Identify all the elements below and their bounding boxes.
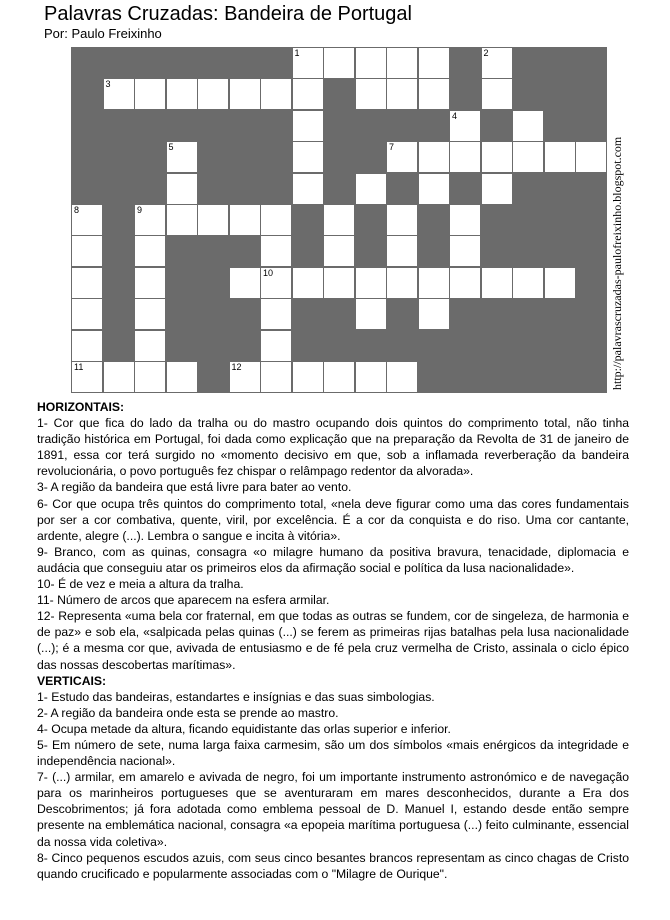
side-url-text: http://palavrascruzadas-paulofreixinho.blogspot.com: [610, 136, 624, 390]
answer-cell[interactable]: [103, 78, 135, 110]
answer-cell[interactable]: [166, 204, 198, 236]
block-cell: [103, 173, 135, 205]
block-cell: [386, 330, 418, 362]
block-cell: [103, 110, 135, 142]
block-cell: [386, 173, 418, 205]
block-cell: [323, 110, 355, 142]
clues-section: [37, 399, 629, 882]
clue-v-4: 4- Ocupa metade da altura, ficando equidistante das orlas superior e inferior.: [37, 721, 451, 736]
block-cell: [449, 298, 481, 330]
block-cell: [229, 235, 261, 267]
answer-cell[interactable]: [418, 141, 450, 173]
answer-cell[interactable]: [512, 267, 544, 299]
block-cell: [292, 235, 324, 267]
block-cell: [323, 141, 355, 173]
clue-number: 9: [137, 205, 143, 215]
block-cell: [355, 235, 387, 267]
block-cell: [103, 298, 135, 330]
block-cell: [575, 235, 607, 267]
answer-cell[interactable]: [418, 267, 450, 299]
answer-cell[interactable]: [103, 361, 135, 393]
block-cell: [449, 47, 481, 79]
clue-h-6: 6- Cor que ocupa três quintos do comprimento total, «nela deve figurar como uma das cores fundamentais por ser a cor combativa, quente, viril, por excelência. É a cor da conquista e do riso. Uma cor cantante, ardente, alegre (...). Lembra o sangue e incita à vitória».: [37, 496, 629, 543]
answer-cell[interactable]: [418, 78, 450, 110]
clue-h-10: 10- É de vez e meia a altura da tralha.: [37, 577, 244, 592]
block-cell: [197, 110, 229, 142]
block-cell: [71, 78, 103, 110]
block-cell: [481, 110, 513, 142]
block-cell: [512, 330, 544, 362]
clue-number: 4: [452, 110, 458, 121]
block-cell: [575, 78, 607, 110]
answer-cell[interactable]: [323, 361, 355, 393]
block-cell: [292, 330, 324, 362]
answer-cell[interactable]: [386, 235, 418, 267]
answer-cell[interactable]: [355, 298, 387, 330]
block-cell: [229, 141, 261, 173]
clue-h-9: 9- Branco, com as quinas, consagra «o milagre humano da positiva bravura, tenacidade, diplomacia e audácia que conseguiu atar os primeiros elos da afirmação social e política da lusa nacionalidade».: [37, 544, 629, 575]
block-cell: [197, 47, 229, 79]
answer-cell[interactable]: [134, 361, 166, 393]
block-cell: [323, 330, 355, 362]
block-cell: [260, 141, 292, 173]
clue-number: 2: [483, 48, 489, 58]
answer-cell[interactable]: [166, 361, 198, 393]
block-cell: [512, 298, 544, 330]
clue-number: 3: [105, 79, 111, 90]
block-cell: [355, 204, 387, 236]
block-cell: [229, 330, 261, 362]
answer-cell[interactable]: [260, 298, 292, 330]
block-cell: [197, 330, 229, 362]
answer-cell[interactable]: [355, 361, 387, 393]
block-cell: [355, 141, 387, 173]
block-cell: [103, 141, 135, 173]
block-cell: [355, 330, 387, 362]
answer-cell[interactable]: [544, 267, 576, 299]
answer-cell[interactable]: [260, 78, 292, 110]
block-cell: [355, 110, 387, 142]
answer-cell[interactable]: [260, 204, 292, 236]
block-cell: [229, 298, 261, 330]
block-cell: [386, 298, 418, 330]
answer-cell[interactable]: [134, 235, 166, 267]
block-cell: [544, 361, 576, 393]
block-cell: [260, 110, 292, 142]
block-cell: [166, 267, 198, 299]
answer-cell[interactable]: [449, 267, 481, 299]
block-cell: [418, 235, 450, 267]
clue-h-3: 3- A região da bandeira que está livre para bater ao vento.: [37, 480, 352, 495]
answer-cell[interactable]: [386, 204, 418, 236]
block-cell: [544, 78, 576, 110]
answer-cell[interactable]: [386, 47, 418, 79]
block-cell: [229, 173, 261, 205]
answer-cell[interactable]: [386, 361, 418, 393]
answer-cell[interactable]: [449, 141, 481, 173]
answer-cell[interactable]: [418, 173, 450, 205]
clue-number: 10: [263, 267, 274, 278]
block-cell: [292, 298, 324, 330]
block-cell: [386, 110, 418, 142]
clue-number: 8: [74, 205, 80, 215]
block-cell: [481, 204, 513, 236]
clue-v-1: 1- Estudo das bandeiras, estandartes e insígnias e das suas simbologias.: [37, 689, 435, 704]
block-cell: [544, 47, 576, 79]
block-cell: [229, 47, 261, 79]
answer-cell[interactable]: [229, 78, 261, 110]
answer-cell[interactable]: [449, 235, 481, 267]
clue-number: 7: [389, 142, 395, 153]
clue-v-2: 2- A região da bandeira onde esta se prende ao mastro.: [37, 705, 339, 720]
block-cell: [103, 235, 135, 267]
crossword-grid[interactable]: [0, 0, 670, 400]
horizontal-heading: HORIZONTAIS:: [37, 400, 125, 414]
answer-cell[interactable]: [292, 47, 324, 79]
answer-cell[interactable]: [418, 47, 450, 79]
block-cell: [323, 173, 355, 205]
answer-cell[interactable]: [449, 110, 481, 142]
clue-v-7: 7- (...) armilar, em amarelo e avivada de negro, foi um importante instrumento astronómico e de navegação para os marinheiros portugueses que se aventuraram em mares desconhecidos, durante a Era dos Descobrimentos; já fora adotada como emblema pessoal de D. Manuel I, estando desde então sempre presente na emblemática nacional, consagra «a epopeia marítima portuguesa (...) feito culminante, essencial da nossa vida coletiva».: [37, 770, 629, 849]
answer-cell[interactable]: [229, 361, 261, 393]
answer-cell[interactable]: [355, 173, 387, 205]
block-cell: [292, 204, 324, 236]
block-cell: [575, 330, 607, 362]
answer-cell[interactable]: [512, 141, 544, 173]
block-cell: [575, 47, 607, 79]
block-cell: [575, 204, 607, 236]
answer-cell[interactable]: [229, 267, 261, 299]
block-cell: [103, 47, 135, 79]
clue-v-5: 5- Em número de sete, numa larga faixa carmesim, são um dos símbolos «mais enérgicos da integridade e independência nacional».: [37, 737, 629, 769]
answer-cell[interactable]: [481, 141, 513, 173]
clue-v-8: 8- Cinco pequenos escudos azuis, com seus cinco besantes brancos representam as cinco chagas de Cristo quando crucificado e popularmente associadas com o "Milagre de Ourique".: [37, 850, 629, 881]
puzzle-title: Palavras Cruzadas: Bandeira de Portugal: [44, 3, 412, 25]
block-cell: [197, 267, 229, 299]
block-cell: [544, 110, 576, 142]
answer-cell[interactable]: [134, 78, 166, 110]
block-cell: [512, 78, 544, 110]
block-cell: [103, 330, 135, 362]
answer-cell[interactable]: [71, 330, 103, 362]
answer-cell[interactable]: [197, 204, 229, 236]
block-cell: [166, 298, 198, 330]
block-cell: [449, 173, 481, 205]
clue-h-11: 11- Número de arcos que aparecem na esfera armilar.: [37, 593, 330, 608]
block-cell: [166, 47, 198, 79]
clue-h-12: 12- Representa «uma bela cor fraternal, em que todas as outras se fundem, cor de singeleza, de harmonia e de paz» e sob ela, «salpicada pelas quinas (...) se ferem as primeiras rijas batalhas pela lusa nacionalidade (...); é a mesma cor que, avivada de entusiasmo e de fé pela cruz vermelha de Cristo, assinala o ciclo épico das nossas descobertas marítimas».: [37, 609, 629, 672]
answer-cell[interactable]: [166, 141, 198, 173]
answer-cell[interactable]: [481, 47, 513, 79]
answer-cell[interactable]: [323, 267, 355, 299]
clue-number: 5: [168, 142, 174, 153]
answer-cell[interactable]: [544, 141, 576, 173]
answer-cell[interactable]: [71, 267, 103, 299]
answer-cell[interactable]: [292, 173, 324, 205]
block-cell: [481, 298, 513, 330]
clue-number: 11: [74, 362, 84, 372]
answer-cell[interactable]: [418, 298, 450, 330]
answer-cell[interactable]: [71, 298, 103, 330]
answer-cell[interactable]: [166, 78, 198, 110]
answer-cell[interactable]: [71, 204, 103, 236]
answer-cell[interactable]: [481, 173, 513, 205]
block-cell: [544, 330, 576, 362]
block-cell: [197, 173, 229, 205]
clue-h-1: 1- Cor que fica do lado da tralha ou do mastro ocupando dois quintos do comprimento total, não tinha tradição histórica em Portugal, foi dada como explicação que na preparação da Revolta de 31 de janeiro de 1891, essa cor terá surgido no «momento decisivo em que, sob a inflamada reverberação da bandeira revolucionária, o povo português fez chispar o relâmpago redentor da alvorada».: [37, 416, 629, 479]
answer-cell[interactable]: [355, 47, 387, 79]
block-cell: [575, 298, 607, 330]
answer-cell[interactable]: [386, 267, 418, 299]
answer-cell[interactable]: [197, 78, 229, 110]
answer-cell[interactable]: [292, 267, 324, 299]
answer-cell[interactable]: [323, 47, 355, 79]
answer-cell[interactable]: [386, 78, 418, 110]
block-cell: [512, 47, 544, 79]
block-cell: [544, 173, 576, 205]
block-cell: [71, 47, 103, 79]
answer-cell[interactable]: [166, 173, 198, 205]
answer-cell[interactable]: [449, 204, 481, 236]
block-cell: [512, 235, 544, 267]
answer-cell[interactable]: [355, 78, 387, 110]
clue-number: 1: [294, 48, 300, 58]
answer-cell[interactable]: [323, 204, 355, 236]
block-cell: [449, 78, 481, 110]
block-cell: [418, 204, 450, 236]
block-cell: [260, 173, 292, 205]
block-cell: [134, 173, 166, 205]
side-url: [610, 90, 628, 390]
block-cell: [103, 267, 135, 299]
block-cell: [575, 110, 607, 142]
block-cell: [449, 330, 481, 362]
answer-cell[interactable]: [134, 298, 166, 330]
block-cell: [197, 298, 229, 330]
block-cell: [323, 78, 355, 110]
block-cell: [260, 47, 292, 79]
block-cell: [481, 235, 513, 267]
answer-cell[interactable]: [292, 361, 324, 393]
block-cell: [418, 361, 450, 393]
block-cell: [544, 204, 576, 236]
answer-cell[interactable]: [481, 267, 513, 299]
answer-cell[interactable]: [134, 330, 166, 362]
block-cell: [575, 361, 607, 393]
block-cell: [134, 110, 166, 142]
block-cell: [481, 361, 513, 393]
answer-cell[interactable]: [260, 267, 292, 299]
answer-cell[interactable]: [355, 267, 387, 299]
block-cell: [544, 298, 576, 330]
block-cell: [71, 110, 103, 142]
block-cell: [229, 110, 261, 142]
answer-cell[interactable]: [292, 110, 324, 142]
answer-cell[interactable]: [134, 204, 166, 236]
block-cell: [71, 141, 103, 173]
block-cell: [544, 235, 576, 267]
block-cell: [197, 235, 229, 267]
clue-number: 12: [231, 362, 242, 372]
answer-cell[interactable]: [134, 267, 166, 299]
block-cell: [197, 141, 229, 173]
block-cell: [481, 330, 513, 362]
answer-cell[interactable]: [386, 141, 418, 173]
vertical-heading: VERTICAIS:: [37, 673, 107, 688]
block-cell: [575, 267, 607, 299]
answer-cell[interactable]: [229, 204, 261, 236]
block-cell: [449, 361, 481, 393]
block-cell: [575, 173, 607, 205]
answer-cell[interactable]: [71, 361, 103, 393]
answer-cell[interactable]: [260, 361, 292, 393]
answer-cell[interactable]: [323, 235, 355, 267]
block-cell: [166, 110, 198, 142]
block-cell: [103, 204, 135, 236]
answer-cell[interactable]: [481, 78, 513, 110]
answer-cell[interactable]: [575, 141, 607, 173]
block-cell: [512, 204, 544, 236]
block-cell: [418, 110, 450, 142]
answer-cell[interactable]: [292, 78, 324, 110]
puzzle-author: Por: Paulo Freixinho: [44, 26, 162, 41]
block-cell: [197, 361, 229, 393]
block-cell: [134, 47, 166, 79]
answer-cell[interactable]: [292, 141, 324, 173]
block-cell: [71, 173, 103, 205]
answer-cell[interactable]: [71, 235, 103, 267]
block-cell: [166, 330, 198, 362]
block-cell: [166, 235, 198, 267]
answer-cell[interactable]: [512, 110, 544, 142]
block-cell: [512, 173, 544, 205]
answer-cell[interactable]: [260, 330, 292, 362]
block-cell: [418, 330, 450, 362]
block-cell: [134, 141, 166, 173]
block-cell: [512, 361, 544, 393]
answer-cell[interactable]: [260, 235, 292, 267]
block-cell: [323, 298, 355, 330]
